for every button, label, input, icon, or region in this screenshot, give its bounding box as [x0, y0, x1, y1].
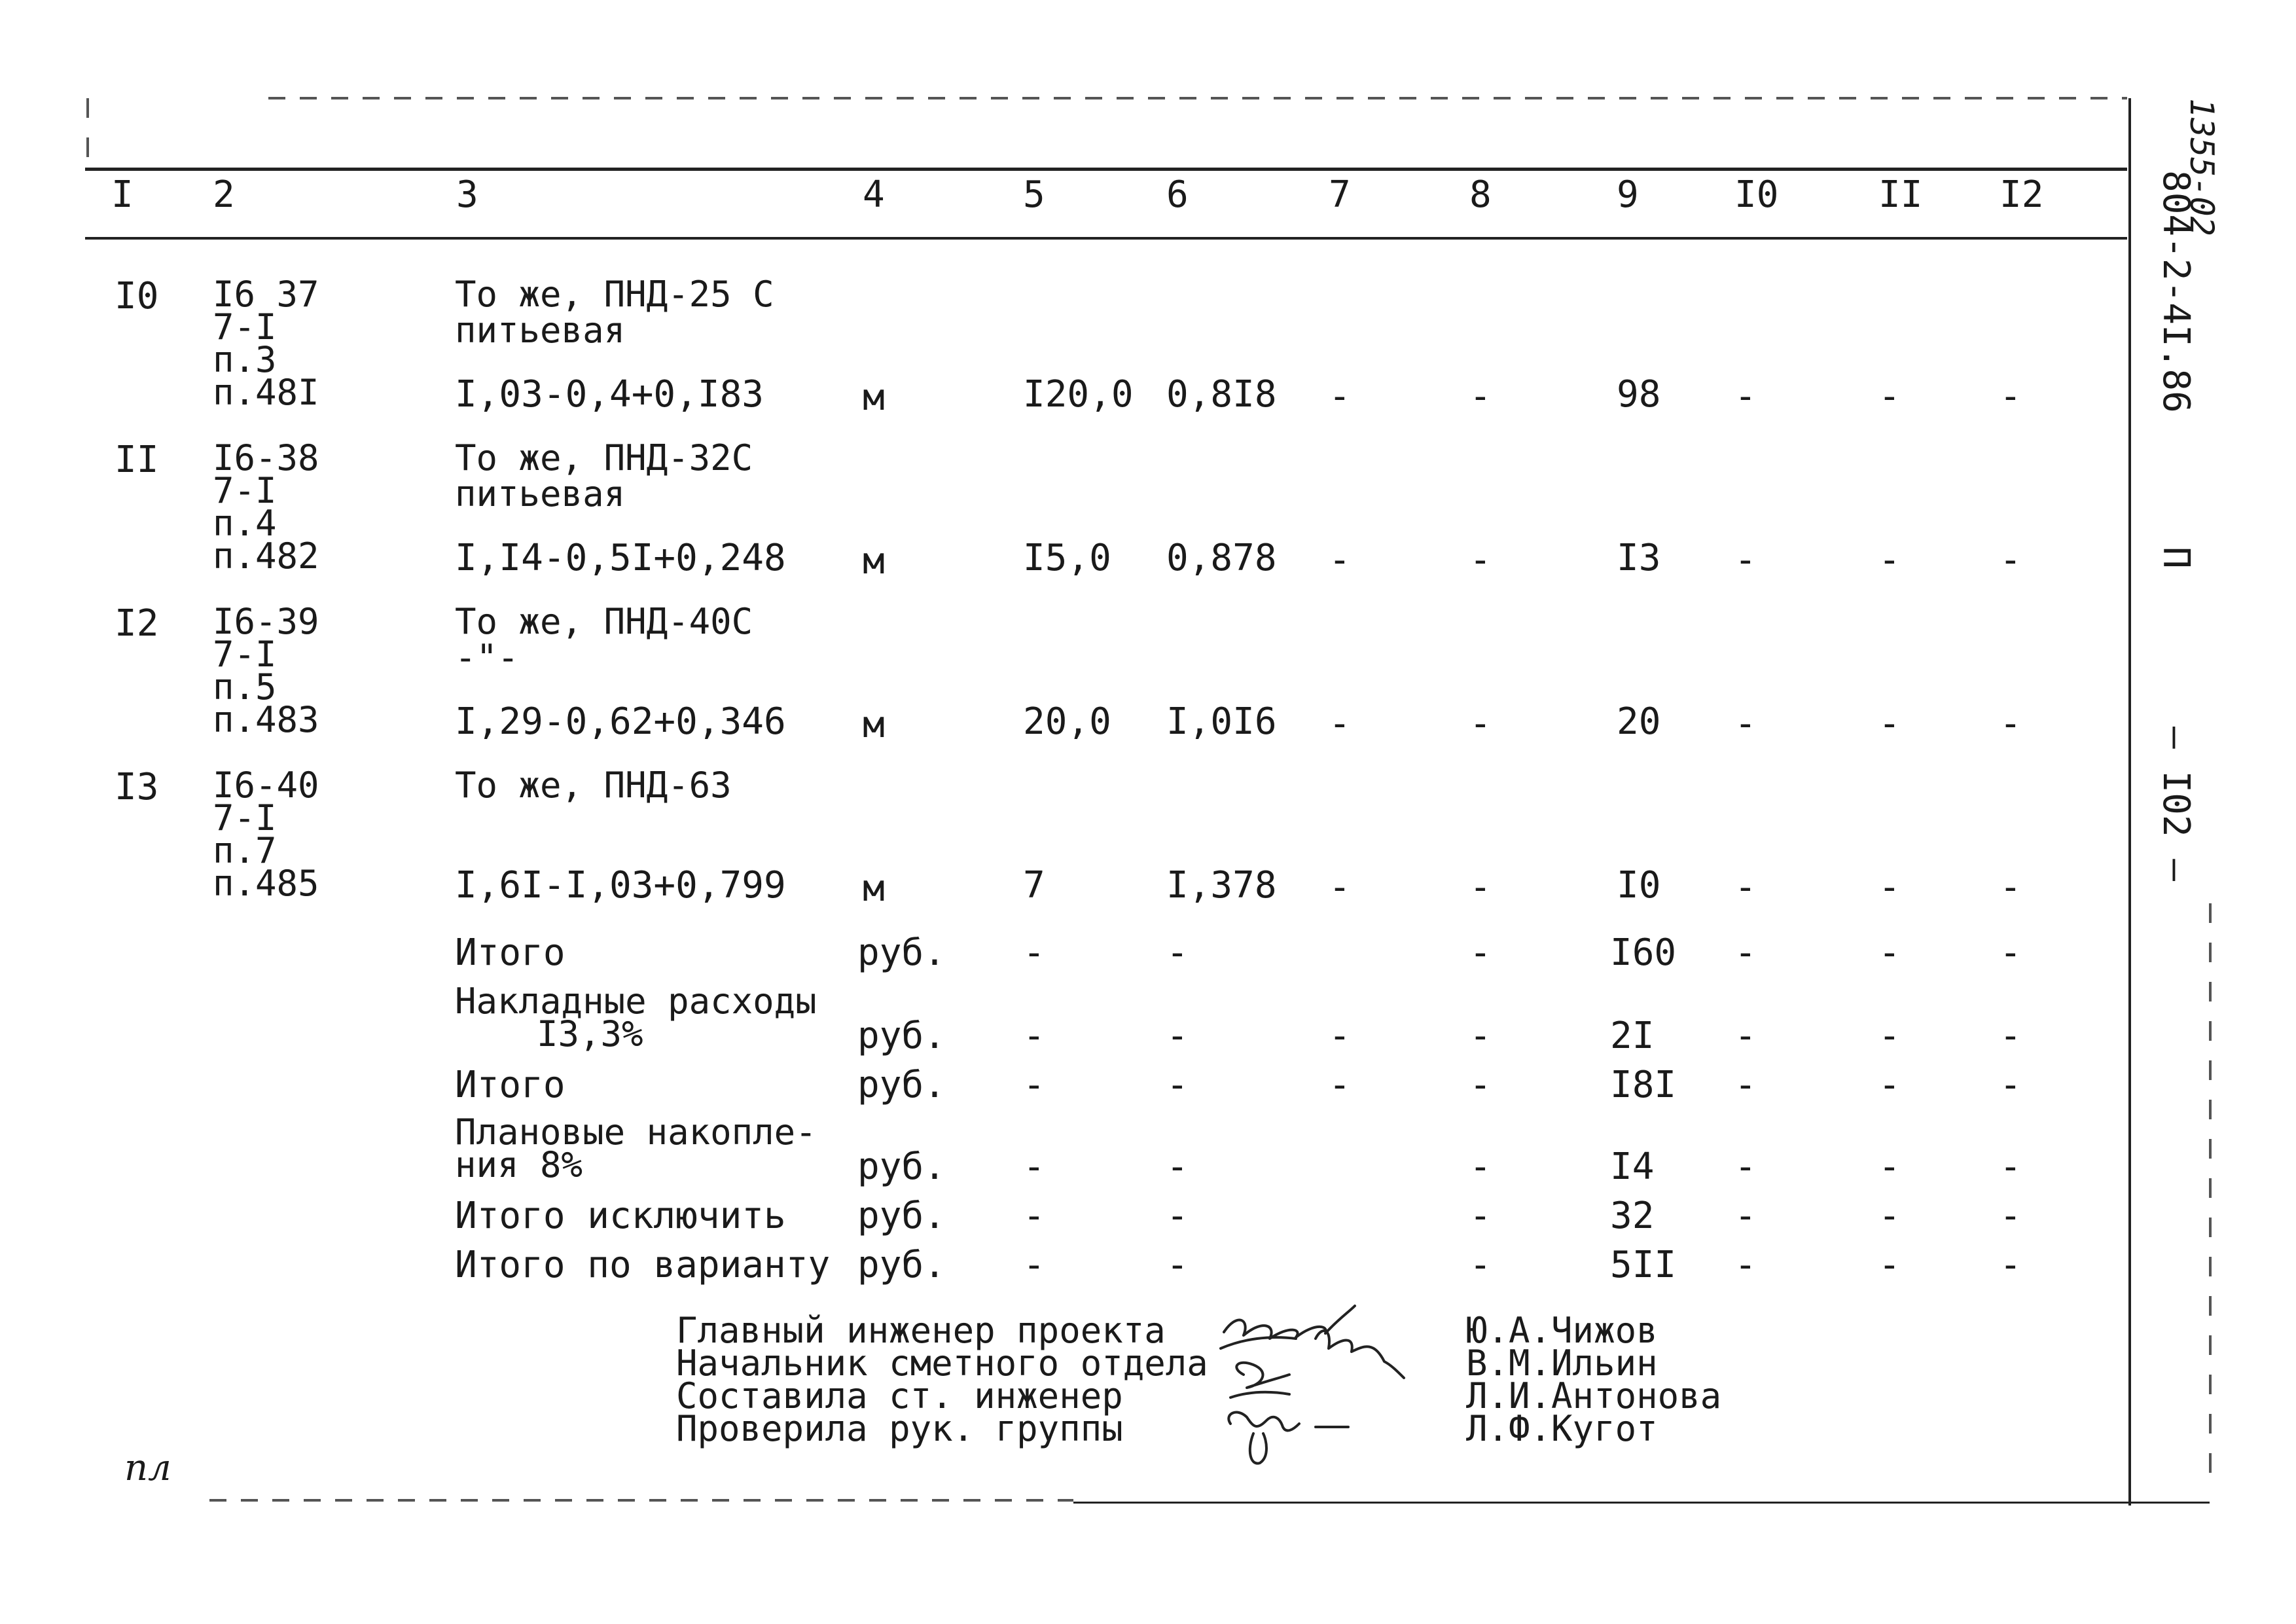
frame-right-rule: [2128, 98, 2131, 1506]
signer-name: В.М.Ильин: [1466, 1343, 1658, 1384]
unit-price: 0,8I8: [1166, 373, 1277, 416]
rate-code: I6-39: [213, 601, 319, 642]
cell-col-10: -: [1734, 375, 1757, 418]
cell-col-12: -: [2000, 931, 2022, 974]
cell-col-5: -: [1023, 931, 1045, 974]
cell-col-8: -: [1469, 702, 1492, 745]
bottom-dashed-line: [209, 1499, 1073, 1502]
cell-col-11: -: [1878, 375, 1901, 418]
summary-label: Итого по варианту: [455, 1244, 831, 1286]
item-description: -"-: [455, 637, 519, 678]
cell-col-11: -: [1878, 1064, 1901, 1106]
signer-role: Составила ст. инженер: [676, 1375, 1123, 1416]
quantity: I20,0: [1023, 373, 1134, 416]
cell-col-5: -: [1023, 1146, 1045, 1188]
rate-code: п.5: [213, 666, 277, 708]
quantity: 20,0: [1023, 700, 1111, 743]
cell-col-11: -: [1878, 1195, 1901, 1237]
row-number: II: [115, 439, 159, 481]
cost-formula: I,29-0,62+0,346: [455, 700, 786, 743]
cell-col-12: -: [2000, 1244, 2022, 1286]
cost-formula: I,6I-I,03+0,799: [455, 864, 786, 907]
col-header-7: 7: [1329, 173, 1351, 216]
cell-col-12: -: [2000, 539, 2022, 581]
item-description: питьевая: [455, 310, 626, 351]
page-number: — I02 —: [2155, 727, 2197, 882]
cell-col-6: -: [1166, 1195, 1189, 1237]
rate-code: 7-I: [213, 306, 277, 348]
unit: м: [863, 867, 885, 910]
cell-col-10: -: [1734, 1015, 1757, 1057]
quantity: I5,0: [1023, 537, 1111, 579]
rate-code: п.4: [213, 503, 277, 544]
col-header-6: 6: [1166, 173, 1189, 216]
cell-col-9: 32: [1610, 1195, 1655, 1237]
cost-formula: I,03-0,4+0,I83: [455, 373, 764, 416]
cell-col-11: -: [1878, 931, 1901, 974]
col-header-9: 9: [1617, 173, 1639, 216]
rate-code: п.482: [213, 535, 319, 577]
cell-col-12: -: [2000, 866, 2022, 909]
summary-label: Итого: [455, 931, 565, 974]
signer-name: Л.И.Антонова: [1466, 1375, 1722, 1416]
unit-price: I,0I6: [1166, 700, 1277, 743]
signer-name: Ю.А.Чижов: [1466, 1310, 1658, 1351]
cell-col-9: 5II: [1610, 1244, 1677, 1286]
cell-col-7: -: [1329, 375, 1351, 418]
summary-label: ния 8%: [455, 1144, 583, 1185]
row-number: I0: [115, 275, 159, 317]
cell-col-12: -: [2000, 1146, 2022, 1188]
summary-label: I3,3%: [537, 1013, 643, 1055]
cell-col-7: -: [1329, 702, 1351, 745]
col-header-1: I: [111, 173, 134, 216]
cell-col-5: -: [1023, 1015, 1045, 1057]
cell-col-12: -: [2000, 1195, 2022, 1237]
cell-col-8: -: [1469, 931, 1492, 974]
rate-code: 7-I: [213, 797, 277, 839]
cell-col-6: -: [1166, 1244, 1189, 1286]
cell-col-10: -: [1734, 1244, 1757, 1286]
summary-unit: руб.: [857, 1244, 946, 1286]
unit-price: I,378: [1166, 864, 1277, 907]
cell-col-7: -: [1329, 1015, 1351, 1057]
cell-col-10: -: [1734, 1064, 1757, 1106]
top-dashed-line: [268, 97, 2127, 99]
rate-code: I6-38: [213, 437, 319, 478]
col-header-12: I2: [2000, 173, 2044, 216]
col-header-11: II: [1878, 173, 1923, 216]
header-top-rule: [85, 168, 2127, 171]
rate-code: I6 37: [213, 274, 319, 315]
document-code: 804-2-4I.86: [2155, 170, 2197, 413]
cell-col-9: I8I: [1610, 1064, 1677, 1106]
rate-code: п.483: [213, 699, 319, 740]
item-description: То же, ПНД-32С: [455, 437, 753, 478]
summary-unit: руб.: [857, 1015, 946, 1057]
quantity: 7: [1023, 864, 1045, 907]
rate-code: п.3: [213, 339, 277, 380]
cell-col-12: -: [2000, 1064, 2022, 1106]
cell-col-10: -: [1734, 702, 1757, 745]
cell-col-10: -: [1734, 539, 1757, 581]
row-number: I3: [115, 766, 159, 808]
cell-col-6: -: [1166, 1015, 1189, 1057]
cell-col-7: -: [1329, 866, 1351, 909]
col-header-2: 2: [213, 173, 235, 216]
cell-col-12: -: [2000, 1015, 2022, 1057]
summary-unit: руб.: [857, 1146, 946, 1188]
col-header-5: 5: [1023, 173, 1045, 216]
right-dashed-margin: [2209, 903, 2212, 1492]
summary-unit: руб.: [857, 1064, 946, 1106]
cell-col-8: -: [1469, 375, 1492, 418]
cell-col-11: -: [1878, 1146, 1901, 1188]
cell-col-8: -: [1469, 866, 1492, 909]
summary-unit: руб.: [857, 931, 946, 974]
item-description: питьевая: [455, 473, 626, 514]
cell-col-11: -: [1878, 1015, 1901, 1057]
unit: м: [863, 540, 885, 583]
section-mark: П: [2155, 547, 2197, 569]
cell-col-11: -: [1878, 1244, 1901, 1286]
handwritten-signatures: [1217, 1299, 1427, 1483]
signer-role: Главный инженер проекта: [676, 1310, 1166, 1351]
cell-col-8: -: [1469, 1195, 1492, 1237]
cell-col-5: -: [1023, 1195, 1045, 1237]
unit: м: [863, 704, 885, 746]
rate-code: 7-I: [213, 470, 277, 511]
cell-col-6: -: [1166, 1064, 1189, 1106]
item-description: То же, ПНД-40С: [455, 601, 753, 642]
item-description: То же, ПНД-25 С: [455, 274, 774, 315]
summary-unit: руб.: [857, 1195, 946, 1237]
cell-col-10: -: [1734, 1195, 1757, 1237]
unit: м: [863, 376, 885, 419]
cell-col-9: 20: [1617, 700, 1661, 743]
unit-price: 0,878: [1166, 537, 1277, 579]
cell-col-7: -: [1329, 539, 1351, 581]
rate-code: I6-40: [213, 765, 319, 806]
signer-role: Проверила рук. группы: [676, 1408, 1123, 1449]
cell-col-9: I3: [1617, 537, 1661, 579]
summary-label: Плановые накопле-: [455, 1111, 817, 1153]
cell-col-9: I0: [1617, 864, 1661, 907]
row-number: I2: [115, 602, 159, 645]
frame-bottom-rule: [1073, 1502, 2210, 1504]
left-dashed-margin: [86, 98, 89, 170]
cell-col-8: -: [1469, 1146, 1492, 1188]
col-header-8: 8: [1469, 173, 1492, 216]
cost-formula: I,I4-0,5I+0,248: [455, 537, 786, 579]
cell-col-8: -: [1469, 1244, 1492, 1286]
cell-col-12: -: [2000, 702, 2022, 745]
cell-col-12: -: [2000, 375, 2022, 418]
col-header-10: I0: [1734, 173, 1779, 216]
cell-col-9: I60: [1610, 931, 1677, 974]
cell-col-9: I4: [1610, 1146, 1655, 1188]
item-description: То же, ПНД-63: [455, 765, 732, 806]
cell-col-10: -: [1734, 866, 1757, 909]
cell-col-11: -: [1878, 702, 1901, 745]
summary-label: Итого: [455, 1064, 565, 1106]
cell-col-10: -: [1734, 931, 1757, 974]
rate-code: п.485: [213, 863, 319, 904]
footer-mark: пл: [124, 1447, 171, 1489]
cell-col-5: -: [1023, 1244, 1045, 1286]
cell-col-10: -: [1734, 1146, 1757, 1188]
rate-code: п.48I: [213, 372, 319, 413]
cell-col-6: -: [1166, 1146, 1189, 1188]
cell-col-8: -: [1469, 1064, 1492, 1106]
col-header-3: 3: [456, 173, 478, 216]
document-code-top: 1355-02: [2183, 98, 2221, 236]
cell-col-11: -: [1878, 539, 1901, 581]
rate-code: 7-I: [213, 634, 277, 675]
cell-col-5: -: [1023, 1064, 1045, 1106]
signer-name: Л.Ф.Кугот: [1466, 1408, 1658, 1449]
header-bottom-rule: [85, 237, 2127, 240]
col-header-4: 4: [863, 173, 885, 216]
cell-col-8: -: [1469, 1015, 1492, 1057]
cell-col-11: -: [1878, 866, 1901, 909]
signer-role: Начальник сметного отдела: [676, 1343, 1208, 1384]
cell-col-7: -: [1329, 1064, 1351, 1106]
summary-label: Итого исключить: [455, 1195, 786, 1237]
cell-col-6: -: [1166, 931, 1189, 974]
rate-code: п.7: [213, 830, 277, 871]
cell-col-9: 98: [1617, 373, 1661, 416]
cell-col-9: 2I: [1610, 1015, 1655, 1057]
summary-label: Накладные расходы: [455, 981, 817, 1022]
cell-col-8: -: [1469, 539, 1492, 581]
